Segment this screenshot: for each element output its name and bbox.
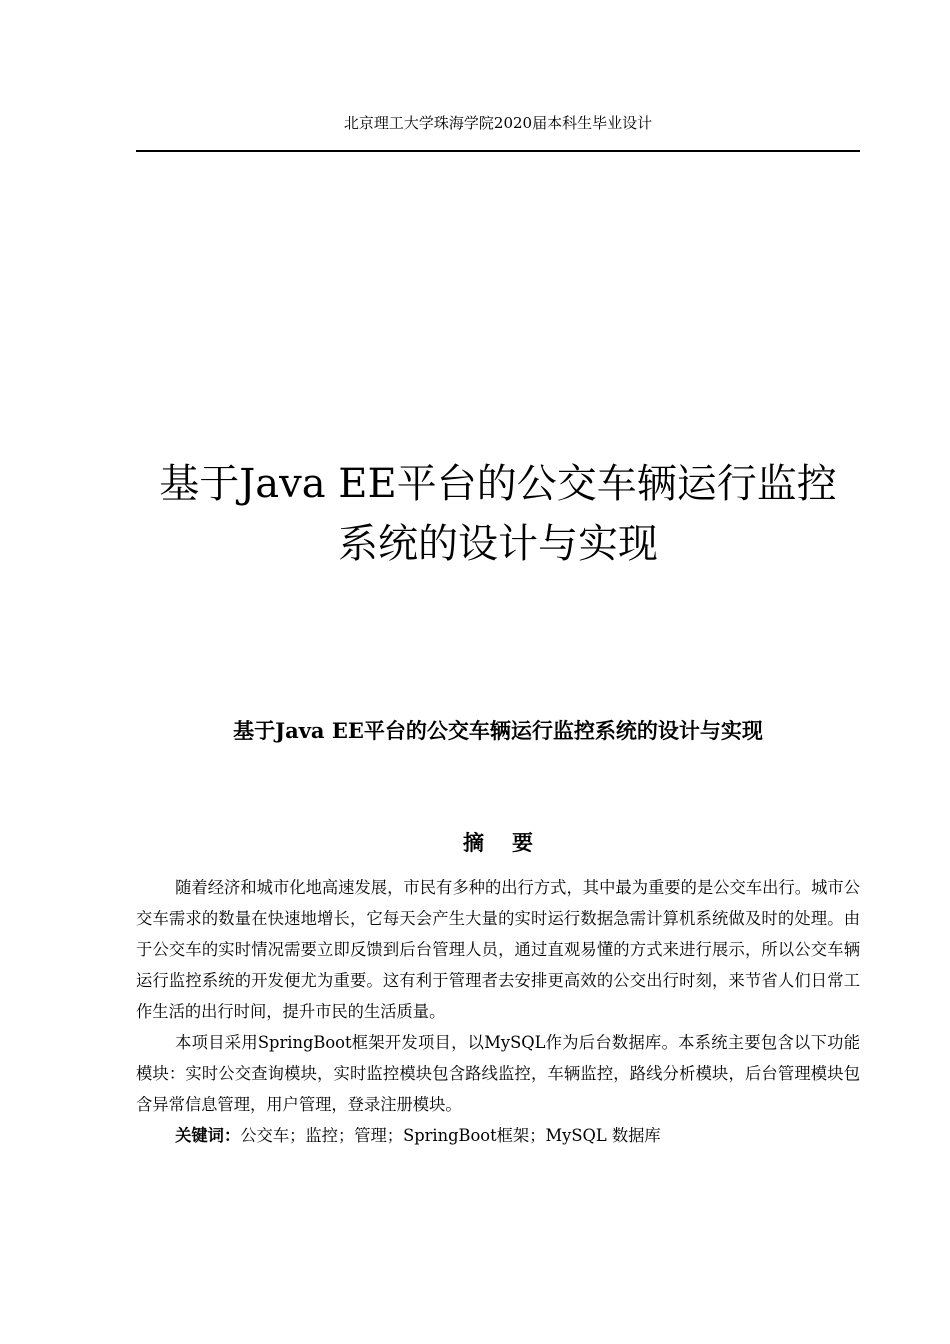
keywords-label: 关键词： xyxy=(175,1126,241,1145)
abstract-paragraph-1: 随着经济和城市化地高速发展，市民有多种的出行方式，其中最为重要的是公交车出行。城市公交车需求的数量在快速地增长，它每天会产生大量的实时运行数据急需计算机系统做及时的处理。由于公交车的实时情况需要立即反馈到后台管理人员，通过直观易懂的方式来进行展示，所以公交车辆运行监控系统的开发便尤为重要。这有利于管理者去安排更高效的公交出行时刻，来节省人们日常工作生活的出行时间，提升市民的生活质量。 xyxy=(136,878,860,1021)
thesis-title xyxy=(120,454,876,574)
keywords-text: 公交车；监控；管理；SpringBoot框架；MySQL 数据库 xyxy=(240,1126,661,1145)
abstract-heading: 摘要 xyxy=(463,830,561,855)
keywords-line xyxy=(136,1120,860,1151)
page-header: 北京理工大学珠海学院2020届本科生毕业设计 xyxy=(343,114,653,132)
abstract-title: 基于Java EE平台的公交车辆运行监控系统的设计与实现 xyxy=(233,718,763,743)
abstract-paragraph-2: 本项目采用SpringBoot框架开发项目，以MySQL作为后台数据库。本系统主要包含以下功能模块：实时公交查询模块，实时监控模块包含路线监控，车辆监控，路线分析模块，后台管理模块包含异常信息管理，用户管理，登录注册模块。 xyxy=(136,1033,860,1114)
thesis-title-line-2: 系统的设计与实现 xyxy=(338,521,658,567)
abstract-body xyxy=(136,872,860,1151)
header-rule xyxy=(136,150,860,152)
thesis-title-line-1: 基于Java EE平台的公交车辆运行监控 xyxy=(159,461,837,507)
